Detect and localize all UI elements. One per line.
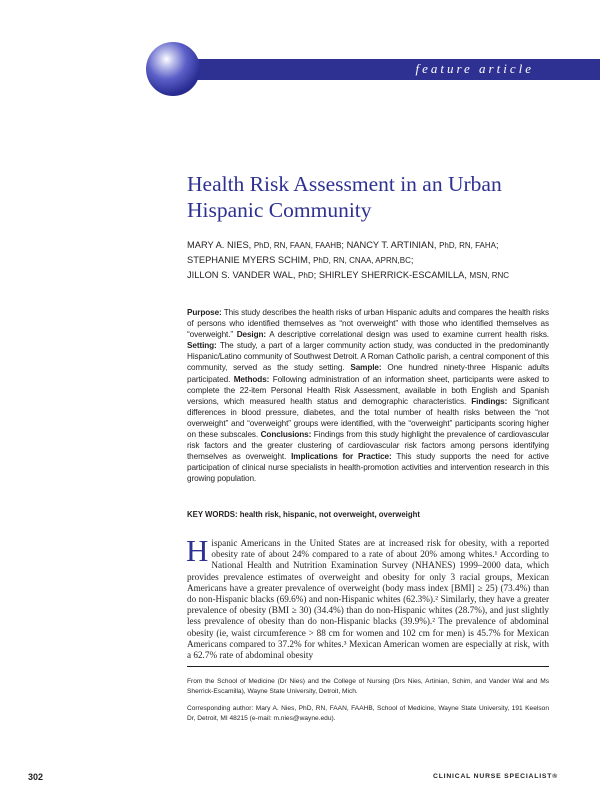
abstract-implications: This study supports the need for active participation of clinical nurse specialists in health-promotion activities and intervention research in this growing population.	[187, 452, 549, 484]
abstract-purpose-label: Purpose:	[187, 308, 222, 317]
body-text	[186, 533, 549, 661]
author-name: STEPHANIE MYERS SCHIM	[187, 255, 308, 266]
author-credentials: PhD, RN, FAHA	[439, 241, 496, 250]
section-label: feature article	[415, 61, 534, 76]
affiliation-footnote: From the School of Medicine (Dr Nies) and the College of Nursing (Drs Nies, Artinian, Schim, and Vander Wal and Ms Sherrick-Escamilla), Wayne State University, Detroit, Mich.	[187, 678, 549, 695]
abstract-findings: Significant differences in blood pressure, diabetes, and the total number of health risks between the “not overweight” and “overweight” groups were identified, with the “overweight” participants scoring higher on these subscales.	[187, 396, 549, 440]
abstract-methods-label: Methods:	[233, 374, 270, 384]
author-credentials: MSN, RNC	[469, 271, 510, 281]
author-credentials: PhD, RN, FAAN, FAAHB	[253, 241, 342, 250]
abstract-methods: Following administration of an information sheet, participants were asked to complete the 22-item Personal Health Risk Assessment, available in both English and Spanish versions, which measured health status and demographic characteristics.	[187, 374, 549, 406]
keywords	[187, 510, 549, 519]
author-name: NANCY T. ARTINIAN	[346, 240, 434, 250]
abstract-design: A descriptive correlational design was used to examine current health risks.	[269, 330, 549, 340]
body-paragraph: ispanic Americans in the United States are at increased risk for obesity, with a reported obesity rate of about 24% compared to a rate of about 20% among whites.¹ According to National Health and Nutrition Examination Survey (NHANES) 1999–2000 data, which provides prevalence estimates of overweight and obesity for only 3 racial groups, Mexican Americans have a greater prevalence of overweight (body mass index [BMI] ≥ 25) (73.4%) than do non-Hispanic blacks (69.6%) and non-Hispanic whites (62.3%).² Similarly, they have a greater prevalence of obesity (BMI ≥ 30) (34.4%) than do non-Hispanic whites (28.7%), and just slightly less prevalence of obesity than do non-Hispanic blacks (39.9%).² The prevalence of abdominal obesity (ie, waist circumference > 88 cm for women and 102 cm for men) is 45.7% for Mexican Americans compared to 37.2% for whites.³ Mexican American women are especially at risk, with a 62.7% rate of abdominal obesity	[187, 538, 549, 661]
author-credentials: PhD	[298, 271, 314, 281]
abstract-conclusions-label: Conclusions:	[260, 430, 312, 440]
keywords-text: health risk, hispanic, not overweight, overweight	[239, 510, 420, 519]
author-separator: ;	[313, 270, 319, 281]
keywords-label: KEY WORDS:	[187, 510, 238, 519]
author-name: MARY A. NIES	[187, 240, 249, 250]
abstract-design-label: Design:	[236, 330, 267, 340]
abstract-implications-label: Implications for Practice:	[291, 452, 392, 462]
author-credentials: PhD, RN, CNAA, APRN,BC	[313, 256, 411, 266]
abstract-purpose: This study describes the health risks of urban Hispanic adults and compares the health risks of persons who identified themselves as “not overweight” with those who identified themselves as “overweight.”	[187, 308, 549, 340]
footnote-divider	[187, 666, 549, 667]
author-separator: ;	[410, 255, 414, 266]
abstract-setting: The study, a part of a larger community action study, was conducted in the predominantly Hispanic/Latino community of Southwest Detroit. A Roman Catholic parish, a central component of this community, served as the study setting.	[187, 341, 550, 373]
author-name: SHIRLEY SHERRICK-ESCAMILLA	[318, 270, 465, 281]
author-line: STEPHANIE MYERS SCHIM, PhD, RN, CNAA, APRN,BC;	[187, 255, 414, 266]
author-separator: ;	[495, 240, 499, 250]
journal-name: CLINICAL NURSE SPECIALIST®	[433, 773, 558, 780]
author-line: MARY A. NIES, PhD, RN, FAAN, FAAHB; NANCY T. ARTINIAN, PhD, RN, FAHA;	[187, 240, 499, 250]
sphere-ornament-icon	[146, 42, 200, 96]
author-separator: ;	[341, 240, 347, 250]
abstract-conclusions: Findings from this study highlight the prevalence of cardiovascular risk factors and the greater clustering of cardiovascular risk factors among persons identifying themselves as overweight.	[187, 430, 549, 462]
abstract-setting-label: Setting:	[187, 341, 217, 351]
abstract-sample: One hundred ninety-three Hispanic adults participated.	[187, 363, 550, 384]
author-line: JILLON S. VANDER WAL, PhD; SHIRLEY SHERRICK-ESCAMILLA, MSN, RNC	[187, 270, 510, 281]
section-banner	[154, 59, 600, 80]
author-name: JILLON S. VANDER WAL	[187, 270, 293, 281]
correspondence-footnote: Corresponding author: Mary A. Nies, PhD, RN, FAAN, FAAHB, School of Medicine, Wayne State University, 191 Keelson Dr, Detroit, MI 48215 (e-mail: m.nies@wayne.edu).	[187, 705, 549, 722]
abstract-findings-label: Findings:	[471, 396, 508, 406]
page-number: 302	[28, 772, 44, 782]
article-title: Health Risk Assessment in an Urban Hispanic Community	[187, 172, 502, 222]
abstract	[187, 307, 549, 485]
abstract-sample-label: Sample:	[350, 363, 382, 373]
author-list	[187, 238, 587, 284]
drop-cap: H	[186, 533, 209, 568]
